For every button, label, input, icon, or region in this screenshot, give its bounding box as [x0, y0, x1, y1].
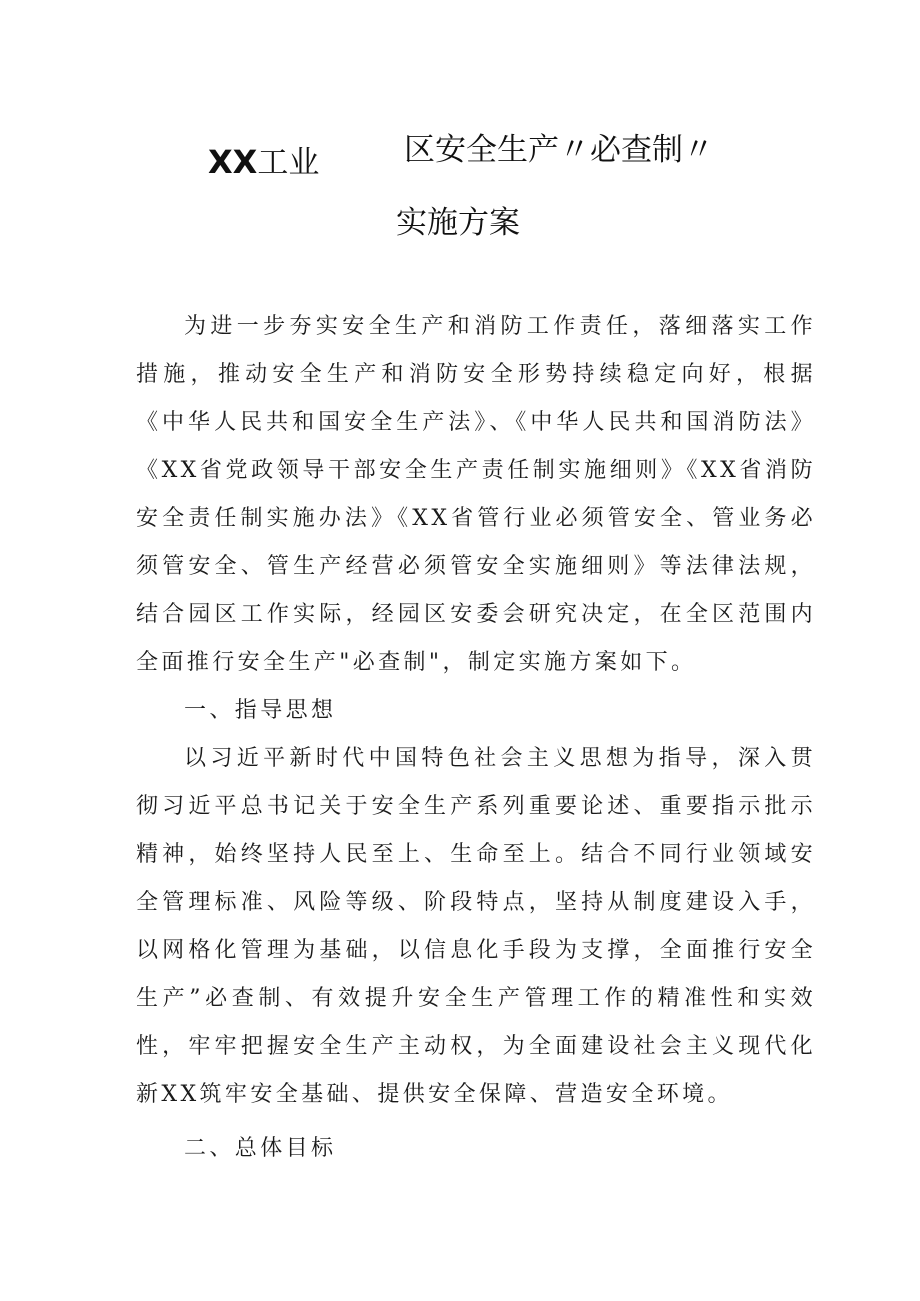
title-gongye: 工业	[257, 145, 320, 181]
section-heading-overall-goals: 二、总体目标	[184, 1136, 337, 1161]
section-heading-guiding-ideology: 一、指导思想	[184, 698, 337, 723]
title-line-1-right: 区安全生产〃必查制〃	[404, 132, 714, 168]
title-xx: XX	[208, 143, 258, 181]
document-body	[136, 303, 816, 1173]
guiding-ideology-paragraph: 以习近平新时代中国特色社会主义思想为指导，深入贯彻习近平总书记关于安全生产系列重要论述、重要指示批示精神，始终坚持人民至上、生命至上。结合不同行业领域安全管理标准、风险等级、阶段特点，坚持从制度建设入手，以网格化管理为基础，以信息化手段为支撑，全面推行安全生产”必查制、有效提升安全生产管理工作的精准性和实效性，牢牢把握安全生产主动权，为全面建设社会主义现代化新XX筑牢安全基础、提供安全保障、营造安全环境。	[136, 746, 816, 1107]
title-line-1-left	[208, 142, 319, 183]
title-line-2: 实施方案	[396, 205, 520, 241]
intro-paragraph: 为进一步夯实安全生产和消防工作责任，落细落实工作措施，推动安全生产和消防安全形势持续稳定向好，根据《中华人民共和国安全生产法》、《中华人民共和国消防法》《XX省党政领导干部安全生产责任制实施细则》《XX省消防安全责任制实施办法》《XX省管行业必须管安全、管业务必须管安全、管生产经营必须管安全实施细则》等法律法规，结合园区工作实际，经园区安委会研究决定，在全区范围内全面推行安全生产"必查制"，制定实施方案如下。	[136, 314, 816, 675]
